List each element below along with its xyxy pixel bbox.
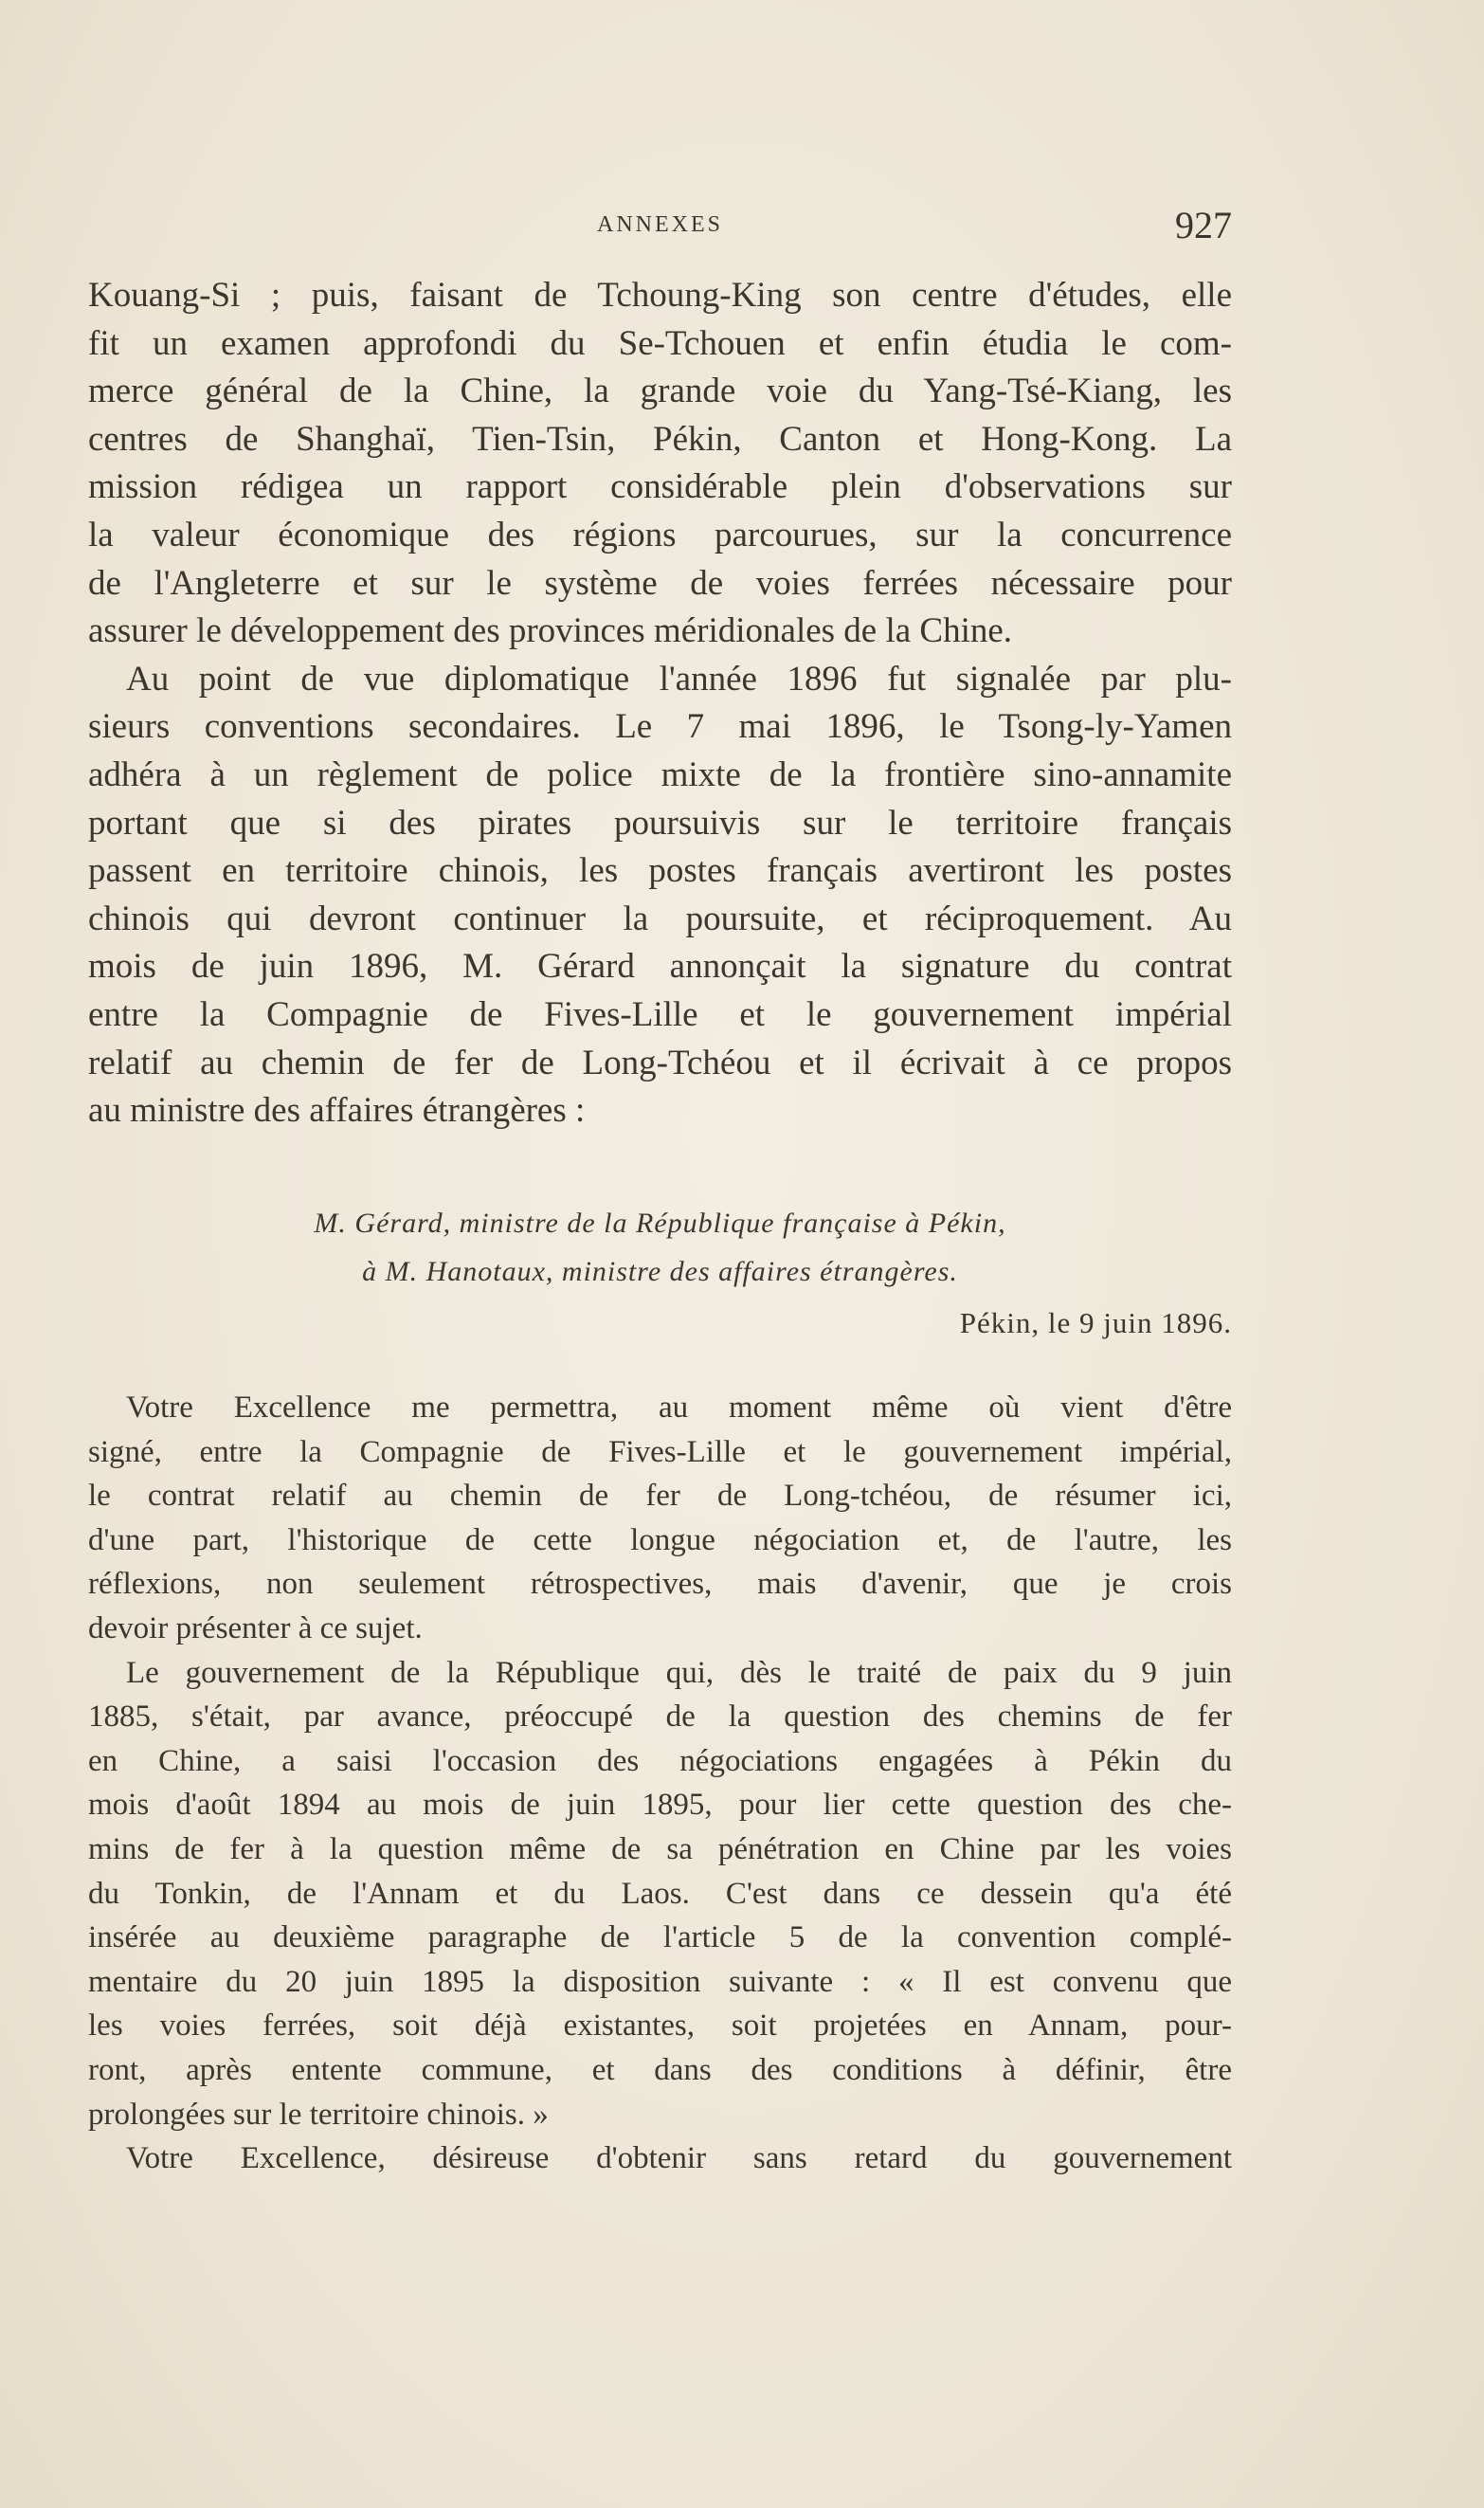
text-line: 1885, s'était, par avance, préoccupé de la question des chemins de fer: [88, 1699, 1232, 1735]
text-line: signé, entre la Compagnie de Fives-Lille et le gouvernement impérial,: [88, 1434, 1232, 1469]
text-line: d'une part, l'historique de cette longue négociation et, de l'autre, les: [88, 1522, 1232, 1557]
text-line: portant que si des pirates poursuivis sur le territoire français: [88, 803, 1232, 843]
running-title: ANNEXES: [597, 212, 723, 237]
letter-date: Pékin, le 9 juin 1896.: [959, 1306, 1232, 1339]
text-line: mois de juin 1896, M. Gérard annonçait la signature du contrat: [88, 947, 1232, 987]
text-line: merce général de la Chine, la grande voie du Yang-Tsé-Kiang, les: [88, 372, 1232, 411]
running-head: [88, 203, 1232, 245]
text-line: passent en territoire chinois, les postes français avertiront les postes: [88, 851, 1232, 891]
text-line: Le gouvernement de la République qui, dès le traité de paix du 9 juin: [126, 1655, 1232, 1690]
text-line: Votre Excellence, désireuse d'obtenir sans retard du gouvernement: [126, 2141, 1232, 2176]
text-line: du Tonkin, de l'Annam et du Laos. C'est dans ce dessein qu'a été: [88, 1876, 1232, 1911]
text-line: Votre Excellence me permettra, au moment même où vient d'être: [126, 1390, 1232, 1425]
text-line: prolongées sur le territoire chinois. »: [88, 2097, 549, 2132]
text-line: au ministre des affaires étrangères :: [88, 1091, 586, 1131]
page-number: 927: [1175, 204, 1232, 246]
text-line: ront, après entente commune, et dans des conditions à définir, être: [88, 2053, 1232, 2087]
text-line: la valeur économique des régions parcourues, sur la concurrence: [88, 516, 1232, 554]
text-line: Au point de vue diplomatique l'année 1896 fut signalée par plu-: [126, 659, 1232, 699]
text-line: devoir présenter à ce sujet.: [88, 1611, 423, 1645]
letter-heading-line-1: M. Gérard, ministre de la République française à Pékin,: [314, 1208, 1006, 1239]
text-line: mentaire du 20 juin 1895 la disposition suivante : « Il est convenu que: [88, 1964, 1232, 1999]
text-line: mission rédigea un rapport considérable plein d'observations sur: [88, 467, 1232, 507]
text-line: de l'Angleterre et sur le système de voies ferrées nécessaire pour: [88, 563, 1232, 603]
text-line: insérée au deuxième paragraphe de l'article 5 de la convention complé-: [88, 1920, 1232, 1955]
text-line: sieurs conventions secondaires. Le 7 mai 1896, le Tsong-ly-Yamen: [88, 707, 1232, 747]
text-line: fit un examen approfondi du Se-Tchouen et enfin étudia le com-: [88, 323, 1232, 363]
text-line: réflexions, non seulement rétrospectives, mais d'avenir, que je crois: [88, 1567, 1232, 1602]
text-line: assurer le développement des provinces méridionales de la Chine.: [88, 611, 1013, 651]
text-line: le contrat relatif au chemin de fer de Long-tchéou, de résumer ici,: [88, 1479, 1232, 1514]
text-line: en Chine, a saisi l'occasion des négociations engagées à Pékin du: [88, 1743, 1232, 1778]
text-line: relatif au chemin de fer de Long-Tchéou et il écrivait à ce propos: [88, 1043, 1232, 1082]
text-line: mois d'août 1894 au mois de juin 1895, pour lier cette question des che-: [88, 1788, 1232, 1823]
text-line: adhéra à un règlement de police mixte de la frontière sino-annamite: [88, 755, 1232, 794]
text-line: Kouang-Si ; puis, faisant de Tchoung-King son centre d'études, elle: [88, 276, 1232, 315]
text-line: mins de fer à la question même de sa pénétration en Chine par les voies: [88, 1832, 1232, 1866]
text-line: les voies ferrées, soit déjà existantes, soit projetées en Annam, pour-: [88, 2008, 1232, 2044]
text-line: centres de Shanghaï, Tien-Tsin, Pékin, Canton et Hong-Kong. La: [88, 419, 1232, 459]
text-line: chinois qui devront continuer la poursuite, et réciproquement. Au: [88, 899, 1232, 938]
text-line: entre la Compagnie de Fives-Lille et le gouvernement impérial: [88, 995, 1232, 1034]
letter-heading-line-2: à M. Hanotaux, ministre des affaires étrangères.: [362, 1256, 958, 1287]
